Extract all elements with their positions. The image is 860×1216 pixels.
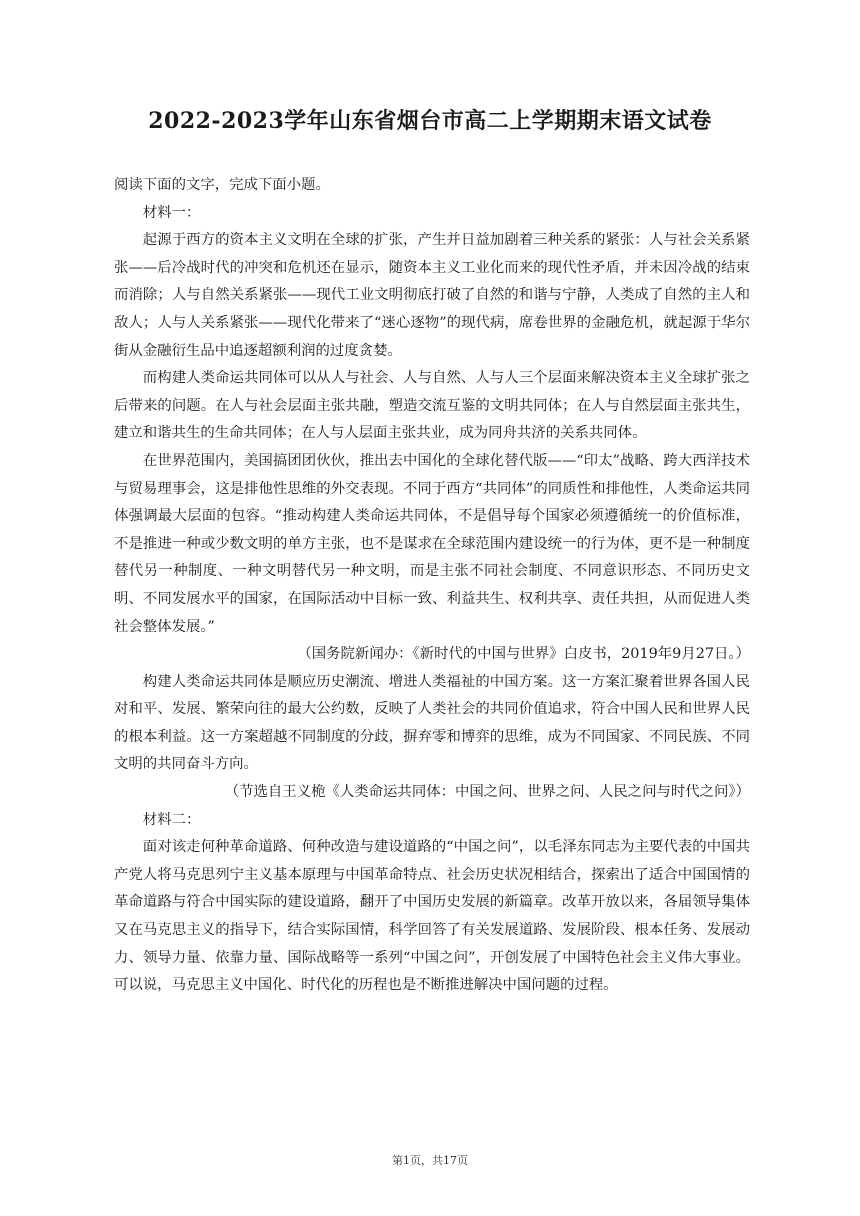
material1-source-1: （国务院新闻办：《新时代的中国与世界》白皮书，2019年9月27日。） bbox=[297, 646, 750, 663]
material1-label: 材料一： bbox=[142, 204, 201, 221]
instruction-text: 阅读下面的文字，完成下面小题。 bbox=[114, 177, 330, 193]
material1-paragraph-4: 构建人类命运共同体是顺应历史潮流、增进人类福祉的中国方案。这一方案汇聚着世界各国人民对和平、发展、繁荣向往的最大公约数，反映了人类社会的共同价值追求，符合中国人民和世界人民的根本利益。这一方案超越不同制度的分歧，摒弃零和博弈的思维，成为不同国家、不同民族、不同文明的共同奋斗方向。 bbox=[114, 673, 750, 773]
material1-paragraph-2: 而构建人类命运共同体可以从人与社会、人与自然、人与人三个层面来解决资本主义全球扩张之后带来的问题。在人与社会层面主张共融，塑造交流互鉴的文明共同体；在人与自然层面主张共生，建立和谐共生的生命共同体；在人与人层面主张共业，成为同舟共济的关系共同体。 bbox=[114, 370, 750, 442]
material2-label: 材料二： bbox=[142, 811, 201, 828]
material1-source-2: （节选自王义桅《人类命运共同体：中国之问、世界之问、人民之问与时代之问》） bbox=[224, 784, 750, 801]
document-title: 2022-2023学年山东省烟台市高二上学期期末语文试卷 bbox=[148, 108, 712, 134]
material1-paragraph-1: 起源于西方的资本主义文明在全球的扩张，产生并日益加剧着三种关系的紧张：人与社会关系紧张——后冷战时代的冲突和危机还在显示，随资本主义工业化而来的现代性矛盾，并未因冷战的结束而消除；人与自然关系紧张——现代工业文明彻底打破了自然的和谐与宁静，人类成了自然的主人和敌人；人与人关系紧张——现代化带来了“迷心逐物”的现代病，席卷世界的金融危机，就起源于华尔街从金融衍生品中追逐超额利润的过度贪婪。 bbox=[114, 232, 750, 359]
material2-paragraph-1: 面对该走何种革命道路、何种改造与建设道路的“中国之问”，以毛泽东同志为主要代表的中国共产党人将马克思列宁主义基本原理与中国革命特点、社会历史状况相结合，探索出了适合中国国情的革命道路与符合中国实际的建设道路，翻开了中国历史发展的新篇章。改革开放以来，各届领导集体又在马克思主义的指导下，结合实际国情，科学回答了有关发展道路、发展阶段、根本任务、发展动力、领导力量、依靠力量、国际战略等一系列“中国之问”，开创发展了中国特色社会主义伟大事业。可以说，马克思主义中国化、时代化的历程也是不断推进解决中国问题的过程。 bbox=[114, 839, 750, 994]
document-body bbox=[114, 172, 750, 1000]
page-number-footer: 第1页，共17页 bbox=[392, 1154, 468, 1167]
material1-paragraph-3: 在世界范围内，美国搞团团伙伙，推出去中国化的全球化替代版——“印太”战略、跨大西洋技术与贸易理事会，这是排他性思维的外交表现。不同于西方“共同体”的同质性和排他性，人类命运共同体强调最大层面的包容。“推动构建人类命运共同体，不是倡导每个国家必须遵循统一的价值标准，不是推进一种或少数文明的单方主张，也不是谋求在全球范围内建设统一的行为体，更不是一种制度替代另一种制度、一种文明替代另一种文明，而是主张不同社会制度、不同意识形态、不同历史文明、不同发展水平的国家，在国际活动中目标一致、利益共生、权利共享、责任共担，从而促进人类社会整体发展。” bbox=[114, 452, 750, 635]
